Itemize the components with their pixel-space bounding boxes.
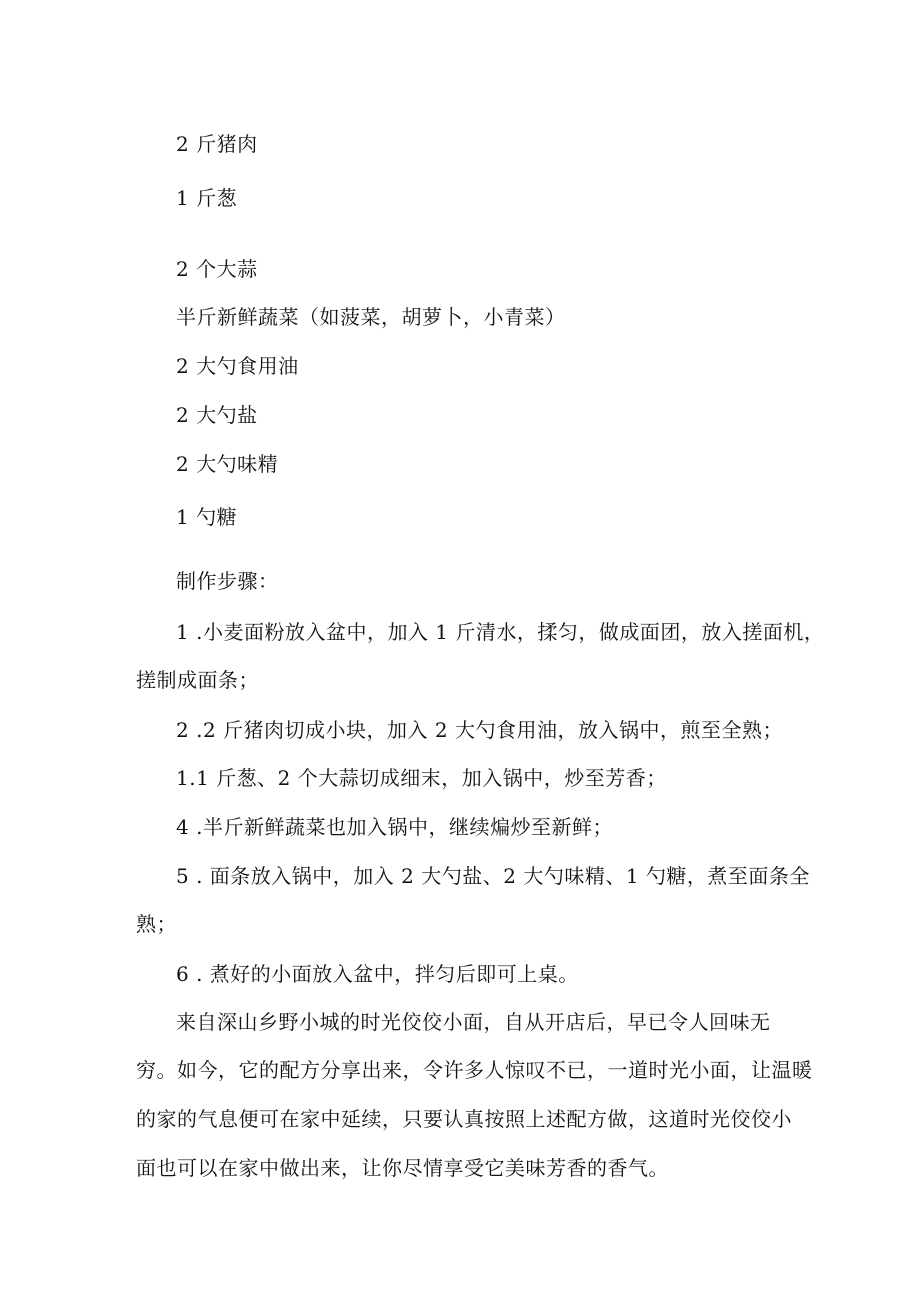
step-5-line-2: 熟； <box>136 912 177 936</box>
step-5-line-1: 5 . 面条放入锅中，加入 2 大勺盐、2 大勺味精、1 勺糖，煮至面条全 <box>176 864 810 888</box>
closing-paragraph-line-4: 面也可以在家中做出来，让你尽情享受它美味芳香的香气。 <box>136 1156 669 1180</box>
ingredient-item: 半斤新鲜蔬菜（如菠菜，胡萝卜，小青菜） <box>176 305 566 329</box>
step-1-line-2: 搓制成面条； <box>136 668 259 692</box>
ingredient-item: 2 大勺盐 <box>176 403 258 427</box>
closing-paragraph-line-2: 穷。如今，它的配方分享出来，令许多人惊叹不已，一道时光小面，让温暖 <box>136 1058 813 1082</box>
steps-heading: 制作步骤： <box>176 569 279 593</box>
ingredient-item: 1 勺糖 <box>176 505 238 529</box>
step-3: 1.1 斤葱、2 个大蒜切成细末，加入锅中，炒至芳香； <box>176 766 667 790</box>
step-4: 4 .半斤新鲜蔬菜也加入锅中，继续煸炒至新鲜； <box>176 815 613 839</box>
step-2: 2 .2 斤猪肉切成小块，加入 2 大勺食用油，放入锅中，煎至全熟； <box>176 718 783 742</box>
ingredient-item: 2 个大蒜 <box>176 257 258 281</box>
ingredient-item: 2 大勺食用油 <box>176 354 299 378</box>
closing-paragraph-line-1: 来自深山乡野小城的时光佼佼小面，自从开店后，早已令人回味无 <box>176 1010 771 1034</box>
step-1-line-1: 1 .小麦面粉放入盆中，加入 1 斤清水，揉匀，做成面团，放入搓面机， <box>176 620 825 644</box>
ingredient-item: 1 斤葱 <box>176 186 238 210</box>
step-6: 6 . 煮好的小面放入盆中，拌匀后即可上桌。 <box>176 962 579 986</box>
ingredient-item: 2 斤猪肉 <box>176 132 258 156</box>
ingredient-item: 2 大勺味精 <box>176 452 279 476</box>
closing-paragraph-line-3: 的家的气息便可在家中延续，只要认真按照上述配方做，这道时光佼佼小 <box>136 1107 792 1131</box>
